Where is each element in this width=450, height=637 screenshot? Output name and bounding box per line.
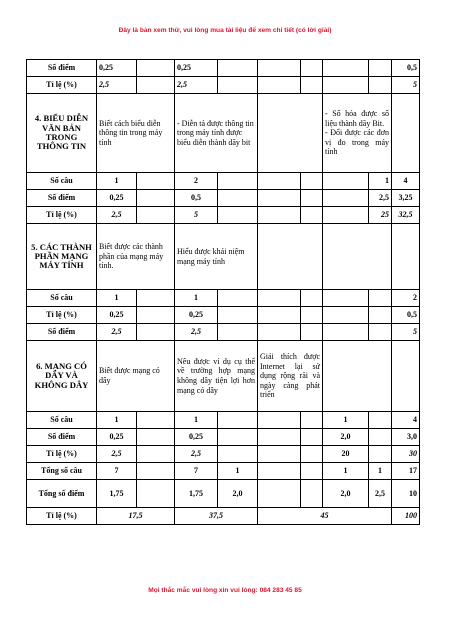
table-cell: 1 [97,290,137,307]
table-row [27,508,420,525]
table-cell: 0,25 [97,190,137,207]
table-cell: 2,5 [175,77,218,94]
table-cell: 2 [392,290,420,307]
topic-desc-understanding: Hiểu được khái niệm mạng máy tính [175,224,258,290]
contact-footer: Mọi thắc mắc vui lòng xin vui lòng: 084 283 45 85 [148,587,302,594]
table-cell: 2,5 [97,324,137,341]
topic-desc-understanding: - Diễn tả được thông tin trong máy tính được biểu diễn thành dãy bit [175,94,258,173]
topic-title: 4. BIỂU DIỄN VĂN BẢN TRONG THÔNG TIN [27,94,97,173]
table-cell: 1 [369,173,392,190]
table-row [27,463,420,480]
table-cell: 2 [175,173,218,190]
row-label: Số câu [27,290,97,307]
topic-desc-recognition: Biết được mạng có dây [97,341,175,412]
table-row [27,480,420,508]
table-cell: 32,5 [392,207,420,224]
row-label: Tổng số điểm [27,480,97,508]
table-cell: 5 [392,77,420,94]
table-cell: 1,75 [97,480,137,508]
table-cell: 37,5 [175,508,258,525]
row-label: Tỉ lệ (%) [27,77,97,94]
table-cell: 1 [175,412,218,429]
table-cell: 0,5 [175,190,218,207]
table-cell: 7 [175,463,218,480]
table-cell: 1 [369,463,392,480]
exam-matrix-table [26,59,420,525]
table-row [27,341,420,412]
table-cell: 0,25 [175,307,218,324]
table-cell: 2,0 [218,480,258,508]
topic-desc-application: Giải thích được Internet lại sử dụng rộng rãi và ngày càng phát triển [258,341,323,412]
table-row [27,429,420,446]
row-label: Số điểm [27,60,97,77]
row-label: Tổng số câu [27,463,97,480]
table-cell: 17 [392,463,420,480]
table-cell: 2,5 [97,77,137,94]
table-cell: 4 [392,173,420,190]
table-cell: 2,0 [323,429,369,446]
table-row [27,77,420,94]
table-row [27,94,420,173]
topic-desc-understanding: Nêu được ví dụ cụ thể về trường hợp mạng không dây tiện lợi hơn mạng có dây [175,341,258,412]
table-cell: 45 [258,508,392,525]
table-row [27,324,420,341]
table-cell: 1 [323,463,369,480]
table-row [27,207,420,224]
table-cell: 0,5 [392,307,420,324]
table-cell: 2,5 [175,446,218,463]
table-cell: 2,5 [369,190,392,207]
table-cell: 1 [323,412,369,429]
table-row [27,173,420,190]
topic-desc-application: - Số hóa được số liệu thành dãy Bit. - Đổi được các đơn vị đo trong máy tính [323,94,392,173]
topic-desc-recognition: Biết được các thành phần của mạng máy tính. [97,224,175,290]
table-cell: 3,25 [392,190,420,207]
table-cell: 2,0 [323,480,369,508]
table-cell: 5 [175,207,218,224]
table-cell: 0,25 [97,429,137,446]
row-label: Tỉ lệ (%) [27,508,97,525]
table-row [27,290,420,307]
table-cell: 0,5 [392,60,420,77]
table-cell: 100 [392,508,420,525]
table-row [27,190,420,207]
table-cell: 2,5 [97,207,137,224]
table-cell: 2,5 [369,480,392,508]
table-cell: 4 [392,412,420,429]
table-cell: 3,0 [392,429,420,446]
table-cell: 1 [218,463,258,480]
table-cell: 10 [392,480,420,508]
table-cell: 1 [97,173,137,190]
row-label: Tỉ lệ (%) [27,207,97,224]
table-row [27,446,420,463]
table-cell: 1,75 [175,480,218,508]
table-cell: 1 [175,290,218,307]
table-cell: 0,25 [97,307,137,324]
topic-title: 6. MẠNG CÓ DÂY VÀ KHÔNG DÂY [27,341,97,412]
row-label: Số câu [27,412,97,429]
table-cell: 1 [97,412,137,429]
table-cell: 20 [323,446,369,463]
table-row [27,412,420,429]
row-label: Số câu [27,173,97,190]
table-cell: 25 [369,207,392,224]
table-cell: 7 [97,463,137,480]
table-cell: 0,25 [175,429,218,446]
row-label: Số điểm [27,190,97,207]
table-row [27,224,420,290]
row-label: Tỉ lệ (%) [27,446,97,463]
topic-title: 5. CÁC THÀNH PHẦN MẠNG MÁY TÍNH [27,224,97,290]
table-cell: 17,5 [97,508,175,525]
table-cell: 5 [392,324,420,341]
table-row [27,60,420,77]
table-cell: 0,25 [175,60,218,77]
table-cell: 2,5 [97,446,137,463]
row-label: Tỉ lệ (%) [27,307,97,324]
row-label: Số điểm [27,324,97,341]
row-label: Số điểm [27,429,97,446]
table-cell: 2,5 [175,324,218,341]
preview-banner: Đây là bản xem thử, vui lòng mua tài liệu để xem chi tiết (có lời giải) [118,27,332,34]
table-cell: 30 [392,446,420,463]
table-row [27,307,420,324]
table-cell: 0,25 [97,60,137,77]
topic-desc-recognition: Biết cách biểu diễn thông tin trong máy tính [97,94,175,173]
